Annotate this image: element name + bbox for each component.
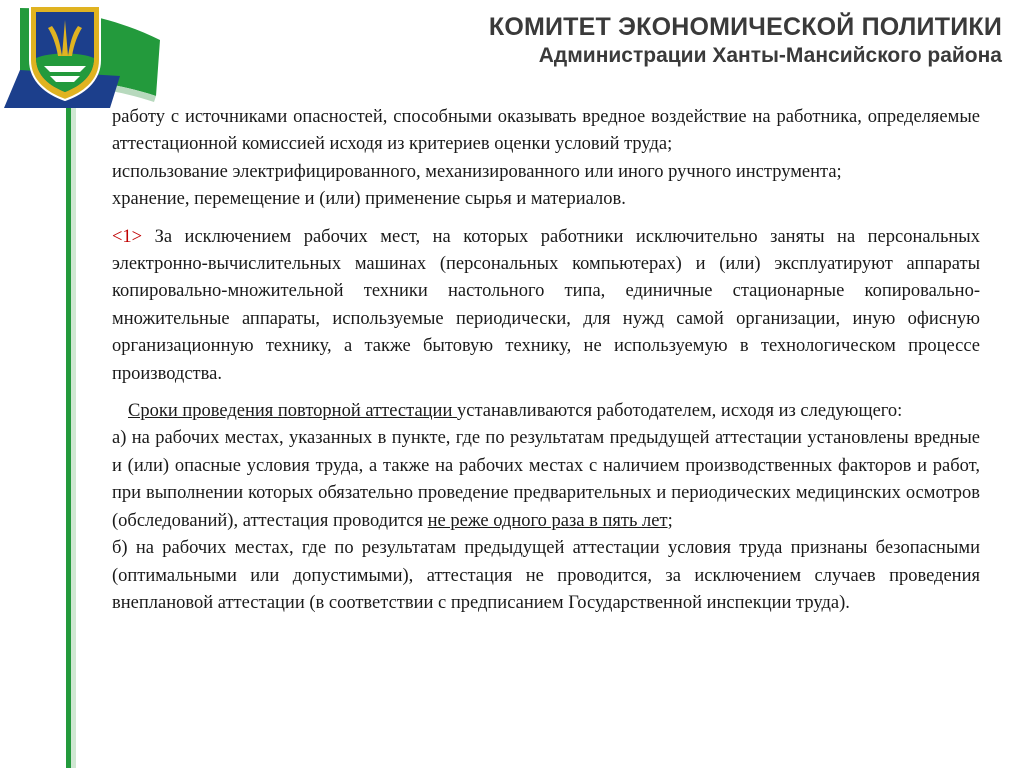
committee-title: КОМИТЕТ ЭКОНОМИЧЕСКОЙ ПОЛИТИКИ: [488, 13, 1002, 41]
footnote-text: За исключением рабочих мест, на которых работники исключительно заняты на персональных электронно-вычислительных машинах (персональных компьютерах) и (или) эксплуатируют аппараты копировально-множительной техники настольного типа, единичные стационарные копировально-множительные аппараты, используемые периодически, для нужд самой организации, иную офисную организационную технику, а также бытовую технику, не используемую в технологическом процессе производства.: [112, 226, 980, 384]
footnote-marker: <1>: [112, 226, 143, 247]
paragraph-materials: хранение, перемещение и (или) применение сырья и материалов.: [112, 189, 626, 210]
item-b: б) на рабочих местах, где по результатам предыдущей аттестации условия труда признаны безопасными (оптимальными или допустимыми), аттестация не проводится, за исключением случаев проведения внеплановой аттестации (в соответствии с предписанием Государственной инспекции труда).: [112, 538, 980, 613]
terms-intro: устанавливаются работодателем, исходя из следующего:: [456, 401, 903, 422]
coat-of-arms-icon: [30, 6, 100, 100]
left-decorative-bar: [66, 108, 76, 768]
terms-heading: Сроки проведения повторной аттестации: [128, 401, 457, 422]
paragraph-hazards: работу с источниками опасностей, способными оказывать вредное воздействие на работника, определяемые аттестационной комиссией исходя из критериев оценки условий труда;: [112, 107, 980, 155]
header: [0, 0, 1024, 112]
paragraph-tools: использование электрифицированного, механизированного или иного ручного инструмента;: [112, 161, 842, 182]
footnote-paragraph: [112, 224, 980, 388]
administration-subtitle: Администрации Ханты-Мансийского района: [538, 44, 1002, 67]
terms-paragraph: [112, 398, 980, 425]
district-flag-logo: [0, 0, 175, 112]
period-emphasis: не реже одного раза в пять лет: [427, 510, 668, 531]
item-a: а) на рабочих местах, указанных в пункте, где по результатам предыдущей аттестации установлены вредные и (или) опасные условия труда, а также на рабочих местах с наличием производственных факторов и работ, при выполнении которых обязательно проведение предварительных и периодических медицинских осмотров (обследований), аттестация проводится не реже одного раза в пять лет;: [112, 428, 980, 531]
document-body: [112, 104, 980, 617]
